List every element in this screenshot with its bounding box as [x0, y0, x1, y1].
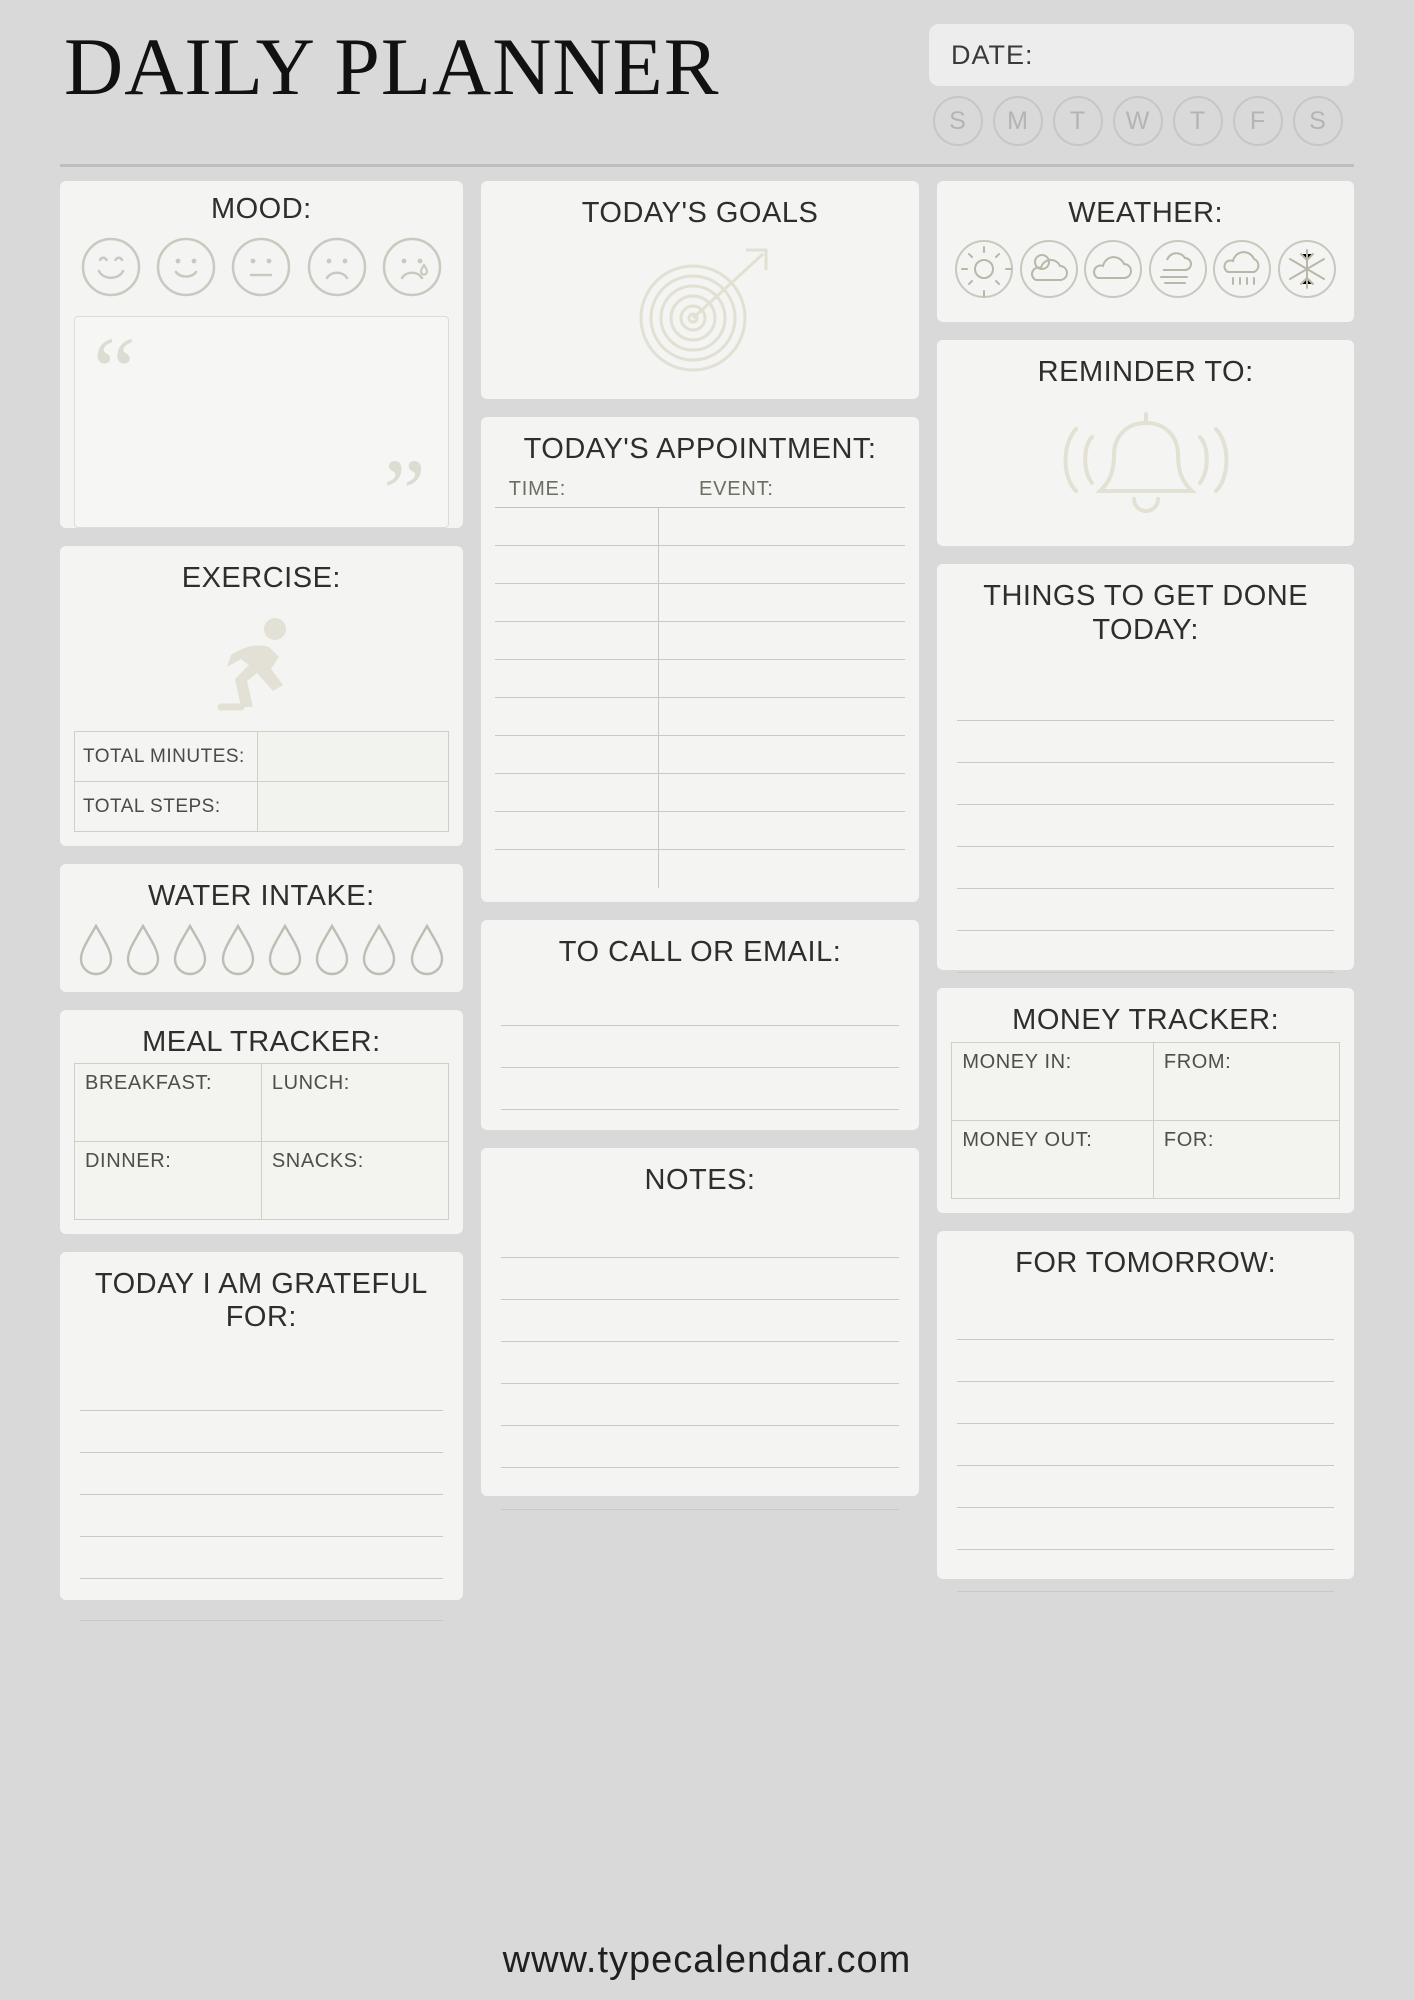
- table-row: [75, 782, 449, 832]
- exercise-card: [60, 546, 463, 846]
- write-line[interactable]: [501, 1216, 900, 1258]
- write-line[interactable]: [80, 1495, 443, 1537]
- notes-lines: [495, 1202, 906, 1510]
- event-cell[interactable]: [659, 736, 905, 774]
- appointment-card: [481, 417, 920, 902]
- money-tracker-card: [937, 988, 1354, 1212]
- write-line[interactable]: [957, 679, 1334, 721]
- water-drop-icon[interactable]: [218, 922, 258, 980]
- write-line[interactable]: [957, 931, 1334, 973]
- write-line[interactable]: [80, 1369, 443, 1411]
- target-arrow-icon: [495, 234, 906, 385]
- write-line[interactable]: [957, 1382, 1334, 1424]
- footer-url[interactable]: www.typecalendar.com: [502, 1939, 912, 1981]
- event-cell[interactable]: [659, 812, 905, 850]
- table-row[interactable]: [495, 508, 906, 546]
- write-line[interactable]: [957, 847, 1334, 889]
- event-cell[interactable]: [659, 850, 905, 888]
- meal-tracker-title: MEAL TRACKER:: [142, 1025, 381, 1058]
- write-line[interactable]: [957, 1466, 1334, 1508]
- water-drop-icon[interactable]: [359, 922, 399, 980]
- money-tracker-title: MONEY TRACKER:: [1012, 1004, 1280, 1037]
- grateful-title: TODAY I AM GRATEFUL FOR:: [94, 1268, 428, 1334]
- table-row[interactable]: [495, 812, 906, 850]
- happy-face-icon[interactable]: [80, 236, 142, 298]
- write-line[interactable]: [501, 1258, 900, 1300]
- meal-cell-dinner[interactable]: DINNER:: [75, 1142, 262, 1220]
- appointment-rows: [495, 508, 906, 888]
- write-line[interactable]: [501, 1468, 900, 1510]
- exercise-row-label: TOTAL STEPS:: [75, 782, 258, 832]
- quote-open-icon: “: [93, 317, 136, 425]
- cloudy-icon[interactable]: [1082, 238, 1144, 300]
- running-person-icon: [74, 600, 449, 732]
- table-row[interactable]: [495, 736, 906, 774]
- page-header: [60, 0, 1354, 146]
- time-cell[interactable]: [495, 660, 659, 698]
- tomorrow-title: FOR TOMORROW:: [1015, 1246, 1277, 1279]
- header-divider: [60, 164, 1354, 167]
- partly-cloudy-icon[interactable]: [1018, 238, 1080, 300]
- call-email-title: TO CALL OR EMAIL:: [558, 936, 842, 969]
- todo-title: THINGS TO GET DONE TODAY:: [983, 580, 1309, 646]
- sad-face-icon[interactable]: [306, 236, 368, 298]
- weather-title: WEATHER:: [1068, 197, 1224, 229]
- write-line[interactable]: [957, 1298, 1334, 1340]
- weekday-thu[interactable]: T: [1173, 96, 1223, 146]
- appointment-header-row: [495, 470, 906, 508]
- middle-column: [481, 181, 920, 1600]
- write-line[interactable]: [957, 1508, 1334, 1550]
- table-row[interactable]: [495, 546, 906, 584]
- snowflake-icon[interactable]: [1276, 238, 1338, 300]
- event-cell[interactable]: [659, 774, 905, 812]
- water-drop-icon[interactable]: [123, 922, 163, 980]
- table-row[interactable]: [495, 584, 906, 622]
- table-row[interactable]: [495, 850, 906, 888]
- table-row: [75, 1142, 449, 1220]
- table-row: [952, 1042, 1340, 1120]
- table-row[interactable]: [495, 698, 906, 736]
- write-line[interactable]: [80, 1579, 443, 1621]
- page-title: DAILY PLANNER: [64, 21, 720, 112]
- time-cell[interactable]: [495, 736, 659, 774]
- write-line[interactable]: [957, 1340, 1334, 1382]
- exercise-title: EXERCISE:: [181, 562, 341, 595]
- write-line[interactable]: [501, 1342, 900, 1384]
- tomorrow-card: [937, 1231, 1354, 1579]
- date-block: [929, 24, 1354, 146]
- exercise-row-label: TOTAL MINUTES:: [75, 732, 258, 782]
- write-line[interactable]: [501, 1300, 900, 1342]
- write-line[interactable]: [957, 805, 1334, 847]
- neutral-face-icon[interactable]: [230, 236, 292, 298]
- weekday-sun[interactable]: S: [933, 96, 983, 146]
- table-row[interactable]: [495, 774, 906, 812]
- smile-face-icon[interactable]: [155, 236, 217, 298]
- write-line[interactable]: [957, 1550, 1334, 1592]
- weekday-tue[interactable]: T: [1053, 96, 1103, 146]
- money-cell-money-out[interactable]: MONEY OUT:: [952, 1120, 1154, 1198]
- water-drop-row: [74, 918, 449, 986]
- date-input[interactable]: [929, 24, 1354, 86]
- table-row[interactable]: [495, 660, 906, 698]
- appointment-col-event: EVENT:: [698, 478, 774, 501]
- meal-cell-snacks[interactable]: SNACKS:: [261, 1142, 448, 1220]
- write-line[interactable]: [501, 1026, 900, 1068]
- weather-icon-row: [951, 234, 1340, 308]
- event-cell[interactable]: [659, 622, 905, 660]
- exercise-row-value[interactable]: [258, 732, 449, 782]
- water-drop-icon[interactable]: [407, 922, 447, 980]
- write-line[interactable]: [80, 1453, 443, 1495]
- weekday-wed[interactable]: W: [1113, 96, 1163, 146]
- call-email-card: [481, 920, 920, 1130]
- time-cell[interactable]: [495, 584, 659, 622]
- event-cell[interactable]: [659, 546, 905, 584]
- write-line[interactable]: [501, 1426, 900, 1468]
- time-cell[interactable]: [495, 546, 659, 584]
- goals-title: TODAY'S GOALS: [581, 197, 819, 229]
- weekday-sat[interactable]: S: [1293, 96, 1343, 146]
- left-column: [60, 181, 463, 1600]
- time-cell[interactable]: [495, 622, 659, 660]
- meal-tracker-table: [74, 1063, 449, 1220]
- time-cell[interactable]: [495, 698, 659, 736]
- event-cell[interactable]: [659, 508, 905, 546]
- mood-title: MOOD:: [210, 193, 312, 225]
- write-line[interactable]: [957, 889, 1334, 931]
- water-drop-icon[interactable]: [265, 922, 305, 980]
- todo-card: [937, 564, 1354, 970]
- write-line[interactable]: [501, 1110, 900, 1152]
- write-line[interactable]: [957, 1424, 1334, 1466]
- grateful-card: [60, 1252, 463, 1600]
- write-line[interactable]: [957, 721, 1334, 763]
- write-line[interactable]: [501, 1384, 900, 1426]
- call-email-lines: [495, 974, 906, 1152]
- mood-card: [60, 181, 463, 547]
- time-cell[interactable]: [495, 812, 659, 850]
- time-cell[interactable]: [495, 774, 659, 812]
- appointment-title: TODAY'S APPOINTMENT:: [523, 433, 877, 465]
- write-line[interactable]: [501, 984, 900, 1026]
- time-cell[interactable]: [495, 508, 659, 546]
- todo-lines: [951, 651, 1340, 973]
- weekday-fri[interactable]: F: [1233, 96, 1283, 146]
- weekday-selector: [929, 96, 1354, 146]
- weather-card: [937, 181, 1354, 322]
- grateful-lines: [74, 1339, 449, 1621]
- mood-face-row: [74, 230, 449, 308]
- windy-icon[interactable]: [1147, 238, 1209, 300]
- water-intake-card: [60, 864, 463, 991]
- event-cell[interactable]: [659, 698, 905, 736]
- write-line[interactable]: [80, 1537, 443, 1579]
- write-line[interactable]: [957, 763, 1334, 805]
- bell-icon: [951, 394, 1340, 533]
- event-cell[interactable]: [659, 584, 905, 622]
- money-cell-from[interactable]: FROM:: [1153, 1042, 1339, 1120]
- rainy-icon[interactable]: [1211, 238, 1273, 300]
- tomorrow-lines: [951, 1284, 1340, 1592]
- reminder-card: [937, 340, 1354, 546]
- meal-cell-breakfast[interactable]: BREAKFAST:: [75, 1064, 262, 1142]
- table-row: [952, 1120, 1340, 1198]
- water-drop-icon[interactable]: [76, 922, 116, 980]
- planner-grid: [60, 181, 1354, 1600]
- appointment-col-time: TIME:: [508, 478, 567, 501]
- notes-title: NOTES:: [644, 1164, 756, 1197]
- notes-card: [481, 1148, 920, 1496]
- date-label: DATE:: [951, 39, 1034, 70]
- time-cell[interactable]: [495, 850, 659, 888]
- water-drop-icon[interactable]: [312, 922, 352, 980]
- goals-card: [481, 181, 920, 399]
- money-cell-money-in[interactable]: MONEY IN:: [952, 1042, 1154, 1120]
- quote-close-icon: ”: [383, 439, 426, 547]
- right-column: [937, 181, 1354, 1600]
- reminder-title: REMINDER TO:: [1037, 356, 1254, 389]
- money-cell-for[interactable]: FOR:: [1153, 1120, 1339, 1198]
- write-line[interactable]: [501, 1068, 900, 1110]
- event-cell[interactable]: [659, 660, 905, 698]
- weekday-mon[interactable]: M: [993, 96, 1043, 146]
- table-row: [75, 732, 449, 782]
- exercise-table: [74, 731, 449, 832]
- crying-face-icon[interactable]: [381, 236, 443, 298]
- table-row[interactable]: [495, 622, 906, 660]
- exercise-row-value[interactable]: [258, 782, 449, 832]
- meal-tracker-card: [60, 1010, 463, 1234]
- table-row: [75, 1064, 449, 1142]
- meal-cell-lunch[interactable]: LUNCH:: [261, 1064, 448, 1142]
- water-intake-title: WATER INTAKE:: [148, 880, 375, 913]
- water-drop-icon[interactable]: [170, 922, 210, 980]
- sunny-icon[interactable]: [953, 238, 1015, 300]
- write-line[interactable]: [80, 1411, 443, 1453]
- mood-quote-area[interactable]: [74, 316, 449, 547]
- money-tracker-table: [951, 1042, 1340, 1199]
